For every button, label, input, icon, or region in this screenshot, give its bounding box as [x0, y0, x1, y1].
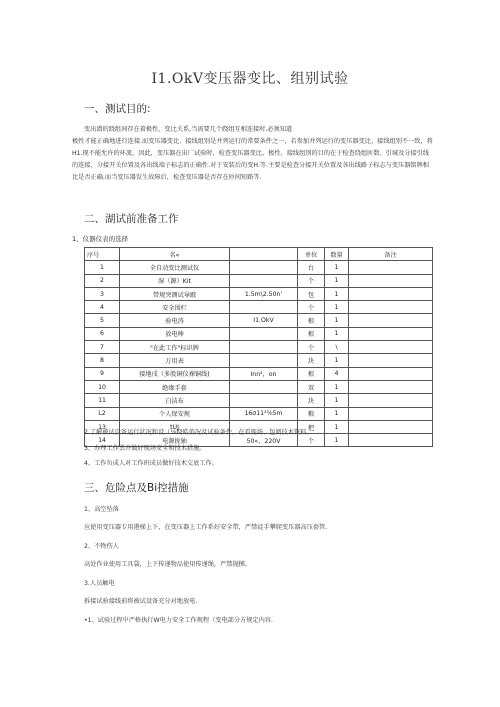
- table-cell: 全自动变比测试仪: [120, 261, 230, 274]
- table-cell: 根: [298, 327, 325, 340]
- table-cell: 13: [85, 420, 120, 433]
- section-heading-test-purpose: 一、测试目的:: [84, 103, 151, 115]
- table-cell: 4: [85, 301, 120, 314]
- table-row: [85, 274, 433, 287]
- hazard-2-text: 高处作业使用工具袋，上下传递物品使用传递绳，严禁抛掷，: [84, 561, 252, 568]
- table-row: [85, 287, 433, 300]
- table-row: [85, 407, 433, 420]
- table-cell: 7: [85, 341, 120, 354]
- table-cell: L2: [85, 407, 120, 420]
- table-cell: 块: [298, 354, 325, 367]
- prep-item-3: 3、办理工作票并做好现场安全和技术措施。: [84, 445, 206, 452]
- table-row: [85, 341, 433, 354]
- table-cell: [230, 261, 298, 274]
- table-cell: [230, 274, 298, 287]
- table-row: [85, 354, 433, 367]
- table-cell: 万用表: [120, 354, 230, 367]
- table-cell: 1: [325, 274, 349, 287]
- header-cell: [230, 248, 298, 261]
- hazard-3-item: •1、试验过程中严格执行W电力安全工作规程（变电部分方规定内容.: [84, 617, 273, 624]
- paragraph-purpose-2: 极性才能正确地进行连接.而变压器变比、接线组别是并列运行的常要条件之一，若参加并列运行的变压器变比、接线组别不一致，将H1.现不能允许的环流，因此，变压器在出厂试验时，检查变压器变比、极性、接线组别的目的在于检查绕组匝数、引城及分接引线的连接、分接开关位置及各出线端子标志的正确性.对于安装后的变H.等.主要是检查分接开关位置及各出线路子标志与变压器铭牌相比是否正确.而当变压器发生故障后，检查变压器是否存在匝间短路等.: [72, 138, 433, 181]
- table-cell: 2: [85, 274, 120, 287]
- table-cell: 6: [85, 327, 120, 340]
- table-cell: 1: [325, 261, 349, 274]
- table-cell: 1: [325, 314, 349, 327]
- table-cell: 根: [298, 314, 325, 327]
- table-cell: [349, 407, 433, 420]
- table-cell: tUJ: [120, 420, 230, 433]
- hazard-1-text: 应使用变压器专用港梯上下，在变压器上工作系好安全带，严禁徒手攀爬变压器高压套管.: [84, 524, 328, 531]
- table-cell: I1.OkV: [230, 314, 298, 327]
- table-cell: 1: [325, 327, 349, 340]
- table-cell: 包: [298, 287, 325, 300]
- instrument-table: [84, 247, 433, 447]
- table-cell: 5: [85, 314, 120, 327]
- table-cell: [230, 301, 298, 314]
- table-cell: 11: [85, 394, 120, 407]
- header-cell: 名«: [120, 248, 230, 261]
- header-cell: 备注: [349, 248, 433, 261]
- table-row: [85, 367, 433, 380]
- table-cell: 安全围栏: [120, 301, 230, 314]
- table-row: [85, 301, 433, 314]
- table-cell: 1: [325, 394, 349, 407]
- table-cell: [349, 301, 433, 314]
- table-row: [85, 261, 433, 274]
- table-cell: [349, 261, 433, 274]
- table-cell: 50«，220V: [230, 434, 298, 447]
- table-cell: 白洁布: [120, 394, 230, 407]
- table-header-row: [85, 248, 433, 261]
- hazard-3-title: 3.人员触电: [84, 580, 115, 587]
- table-cell: 湿（源）Kit: [120, 274, 230, 287]
- table-cell: 4: [325, 367, 349, 380]
- table-cell: [349, 274, 433, 287]
- table-cell: [349, 380, 433, 393]
- table-cell: 放电棒: [120, 327, 230, 340]
- hazard-2-title: 2、不物伤人: [84, 543, 119, 550]
- table-cell: 1.5m\2.50n': [230, 287, 298, 300]
- table-cell: 1: [325, 287, 349, 300]
- table-cell: [230, 394, 298, 407]
- table-cell: 粮: [298, 407, 325, 420]
- table-row: [85, 380, 433, 393]
- table-cell: 14: [85, 434, 120, 447]
- table-cell: 验电涛: [120, 314, 230, 327]
- paragraph-purpose-1: 变出潜的跷组间存在着极性、变比关系,当需要几个跷组互相连接时,必须知道: [84, 126, 293, 133]
- table-cell: 双: [298, 380, 325, 393]
- table-cell: "在此工作"标识牌: [120, 341, 230, 354]
- table-cell: 带规突测试导跛: [120, 287, 230, 300]
- table-cell: 1: [325, 354, 349, 367]
- table-cell: [349, 327, 433, 340]
- table-cell: [230, 380, 298, 393]
- table-cell: [230, 354, 298, 367]
- header-cell: 数量: [325, 248, 349, 261]
- table-cell: 根: [298, 367, 325, 380]
- table-cell: 块: [298, 394, 325, 407]
- table-cell: 9: [85, 367, 120, 380]
- hazard-1-title: 1、高空坠落: [84, 506, 119, 513]
- table-cell: [349, 394, 433, 407]
- table-cell: 台: [298, 261, 325, 274]
- table-cell: 1: [325, 380, 349, 393]
- table-cell: 个: [298, 301, 325, 314]
- table-row: [85, 394, 433, 407]
- table-cell: [349, 314, 433, 327]
- table-cell: [349, 354, 433, 367]
- table-cell: 1: [325, 434, 349, 447]
- table-cell: 1: [325, 407, 349, 420]
- table-cell: 把: [298, 420, 325, 433]
- table-cell: Inn²，on: [230, 367, 298, 380]
- section-heading-preparation: 二、湖试前准备工作: [84, 213, 179, 225]
- table-cell: [349, 367, 433, 380]
- table-cell: [349, 287, 433, 300]
- table-cell: 1: [325, 301, 349, 314]
- section-heading-hazards: 三、危险点及Bi控措施: [84, 482, 189, 494]
- table-cell: 3: [85, 287, 120, 300]
- page-title: I1.OkV变压器变比、组别试验: [151, 71, 349, 87]
- table-cell: 个: [298, 434, 325, 447]
- header-cell: 序号: [85, 248, 120, 261]
- table-row: [85, 327, 433, 340]
- hazard-3-text: 拆接试验接线前将被试设备充分对地放电.: [84, 598, 198, 605]
- table-row: [85, 314, 433, 327]
- table-cell: 10: [85, 380, 120, 393]
- table-cell: 个: [298, 341, 325, 354]
- table-cell: 电源拢轴: [120, 434, 230, 447]
- table-cell: [349, 341, 433, 354]
- table-cell: 1: [325, 420, 349, 433]
- table-cell: 8: [85, 354, 120, 367]
- table-cell: 绝缘手套: [120, 380, 230, 393]
- table-cell: [230, 341, 298, 354]
- table-cell: \: [325, 341, 349, 354]
- table-cell: 接地戌（多股铜仪裸铜线): [120, 367, 230, 380]
- prep-item-4: 4、工作负成人对工作班成员做好技术交底工作。: [84, 460, 218, 467]
- table-cell: 个人保安规: [120, 407, 230, 420]
- table-cell: 16σ11²⅝5m: [230, 407, 298, 420]
- instrument-selection-label: 1、仪器仪表的选择: [72, 235, 129, 243]
- table-cell: 1: [85, 261, 120, 274]
- header-cell: 单位: [298, 248, 325, 261]
- table-cell: [230, 327, 298, 340]
- prep-item-2: 2.了解被试设备运行状况和设（⅛跷皓俏况及试验条件，在看现场、包阅技术资料。: [84, 429, 313, 436]
- table-cell: 个: [298, 274, 325, 287]
